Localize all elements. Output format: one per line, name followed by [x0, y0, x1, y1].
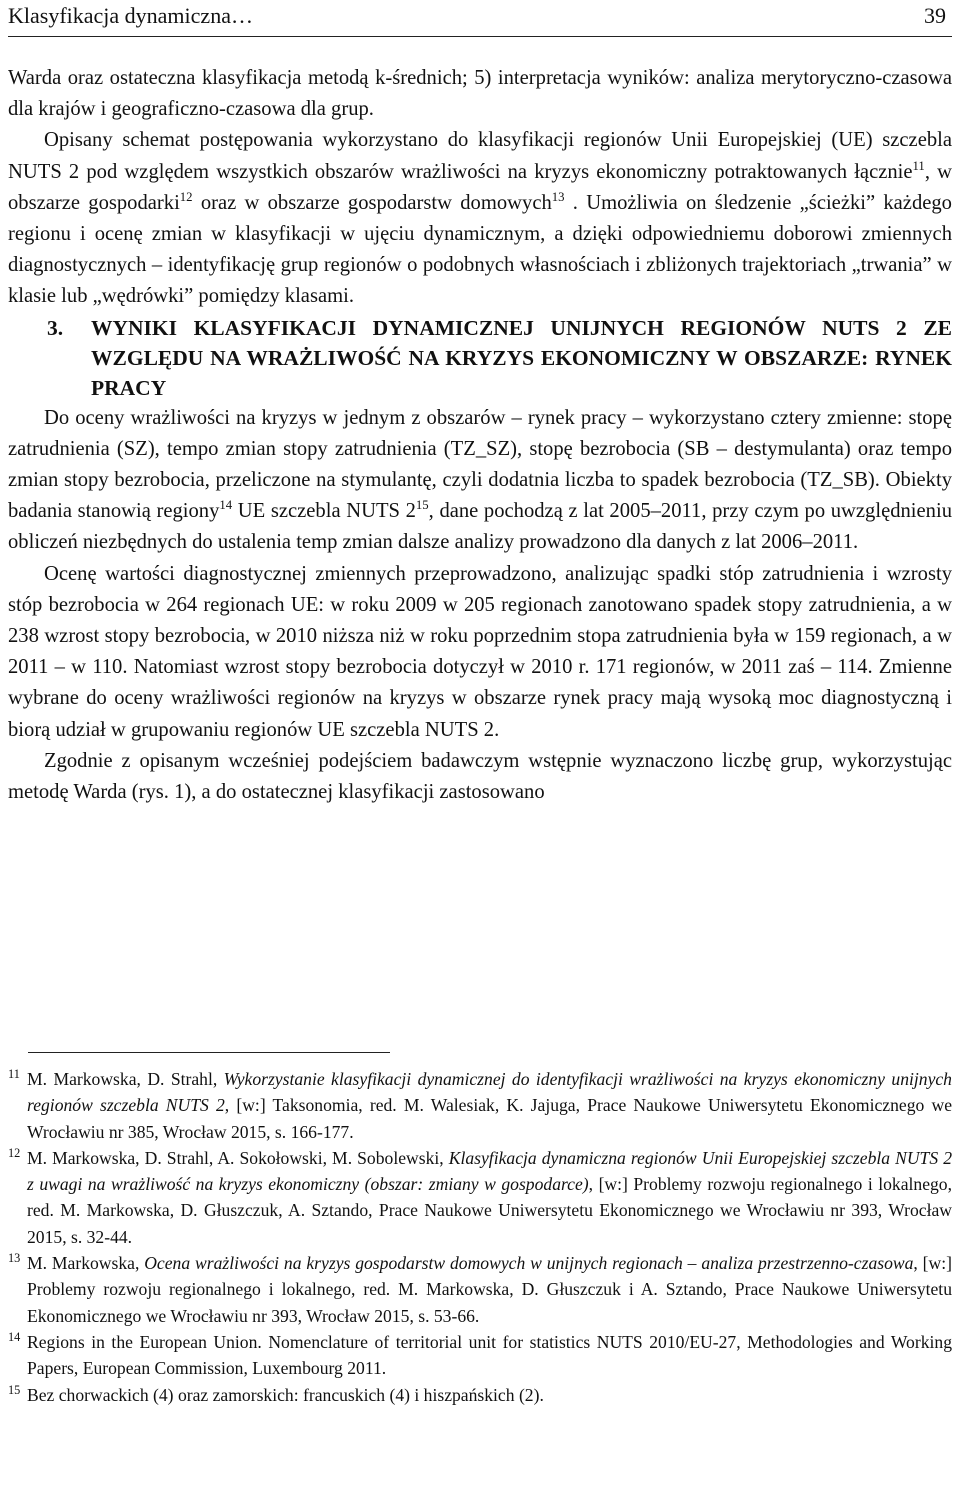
paragraph-variables — [8, 403, 952, 559]
footnote-ref-12[interactable]: 12 — [179, 189, 193, 204]
footnote-ref-13[interactable]: 13 — [551, 189, 565, 204]
footnote-13: 13 M. Markowska, Ocena wrażliwości na kryzys gospodarstw domowych w unijnych regionach – analiza przestrzenno-czasowa, [w:] Problemy rozwoju regionalnego i lokalnego, red. M. Markowska, D. Głuszczuk i A. Sztando, Prace Naukowe Uniwersytetu Ekonomicznego we Wrocławiu nr 393, Wrocław 2015, s. 53-66. — [8, 1251, 952, 1326]
paragraph-ward: Zgodnie z opisanym wcześniej podejściem badawczym wstępnie wyznaczono liczbę grup, wykorzystując metodę Warda (rys. 1), a do ostatecznej klasyfikacji zastosowano — [8, 749, 952, 804]
footnote-title: Wykorzystanie klasyfikacji dynamicznej do identyfikacji wrażliwości na kryzys ekonomiczny unijnych regionów szczebla NUTS 2 — [27, 1069, 952, 1116]
page-number: 39 — [924, 3, 946, 28]
footnote-title: Klasyfikacja dynamiczna regionów Unii Europejskiej szczebla NUTS 2 z uwagi na wrażliwość na kryzys ekonomiczny (obszar: zmiany w gospodarce) — [27, 1147, 952, 1195]
footnote-text: , [w:] Taksonomia, red. M. Walesiak, K. Jajuga, Prace Naukowe Uniwersytetu Ekonomicznego we Wrocławiu nr 385, Wrocław 2015, s. 166-177. — [27, 1095, 952, 1142]
footnote-ref-11[interactable]: 11 — [912, 158, 925, 173]
paragraph-variables-part: , dane pochodzą z lat 2005–2011, przy czym po uwzględnieniu obliczeń niezbędnych do ustalenia temp zmian dalsze analizy prowadzono dla danych z lat 2006–2011. — [8, 500, 952, 554]
section-heading — [8, 313, 952, 403]
footnote-text: , [w:] Problemy rozwoju regionalnego i lokalnego, red. M. Markowska, D. Głuszczuk, A. Sztando, Prace Naukowe Uniwersytetu Ekonomicznego we Wrocławiu nr 393, Wrocław 2015, s. 32-44. — [27, 1174, 952, 1247]
footnote-text: M. Markowska, D. Strahl, A. Sokołowski, M. Sobolewski, — [27, 1147, 449, 1168]
section-title: WYNIKI KLASYFIKACJI DYNAMICZNEJ UNIJNYCH REGIONÓW NUTS 2 ZE WZGLĘDU NA WRAŻLIWOŚĆ NA KRYZYS EKONOMICZNY W OBSZARZE: RYNEK PRACY — [91, 315, 952, 400]
footnote-text: Regions in the European Union. Nomenclature of territorial unit for statistics NUTS 2010/EU-27, Methodologies and Working Papers, European Commission, Luxembourg 2011. — [27, 1331, 952, 1379]
footnote-separator — [28, 1052, 390, 1053]
paragraph-variables-part: Do oceny wrażliwości na kryzys w jednym z obszarów – rynek pracy – wykorzystano cztery zmienne: stopę zatrudnienia (SZ), tempo zmian stopy zatrudnienia (TZ_SZ), stopę bezrobocia (SB – destymulanta) oraz tempo zmian stopy bezrobocia, przeliczone na stymulantę, czyli dodatnia liczba to spadek bezrobocia (TZ_SB). Obiekty badania stanowią regiony — [8, 406, 952, 523]
footnote-14: 14 Regions in the European Union. Nomenclature of territorial unit for statistics NUTS 2010/EU-27, Methodologies and Working Papers, European Commission, Luxembourg 2011. — [8, 1330, 952, 1379]
paragraph-assessment: Ocenę wartości diagnostycznej zmiennych przeprowadzono, analizując spadki stóp zatrudnienia i wzrosty stóp bezrobocia w 264 regionach UE: w roku 2009 w 205 regionach zanotowano spadek stopy zatrudnienia, a w 238 wzrost stopy bezrobocia, w 2010 niższa niż w roku poprzednim stopa zatrudnienia była w 159 regionach, a w 2011 – w 110. Natomiast wzrost stopy bezrobocia dotyczył w 2010 r. 171 regionów, w 2011 zaś – 114. Zmienne wybrane do oceny wrażliwości regionów na kryzys w obszarze rynek pracy mają wysoką moc diagnostyczną i biorą udział w grupowaniu regionów UE szczebla NUTS 2. — [8, 562, 952, 741]
footnote-12: 12 M. Markowska, D. Strahl, A. Sokołowski, M. Sobolewski, Klasyfikacja dynamiczna regionów Unii Europejskiej szczebla NUTS 2 z uwagi na wrażliwość na kryzys ekonomiczny (obszar: zmiany w gospodarce), [w:] Problemy rozwoju regionalnego i lokalnego, red. M. Markowska, D. Głuszczuk, A. Sztando, Prace Naukowe Uniwersytetu Ekonomicznego we Wrocławiu nr 393, Wrocław 2015, s. 32-44. — [8, 1146, 952, 1247]
running-title: Klasyfikacja dynamiczna… — [8, 3, 253, 28]
footnote-text: , [w:] Problemy rozwoju regionalnego i lokalnego, red. M. Markowska, D. Głuszczuk i A. Sztando, Prace Naukowe Uniwersytetu Ekonomicznego we Wrocławiu nr 393, Wrocław 2015, s. 53-66. — [27, 1253, 952, 1326]
footnote-11: 11 M. Markowska, D. Strahl, Wykorzystanie klasyfikacji dynamicznej do identyfikacji wrażliwości na kryzys ekonomiczny unijnych regionów szczebla NUTS 2, [w:] Taksonomia, red. M. Walesiak, K. Jajuga, Prace Naukowe Uniwersytetu Ekonomicznego we Wrocławiu nr 385, Wrocław 2015, s. 166-177. — [8, 1067, 952, 1142]
footnote-ref-14[interactable]: 14 — [219, 498, 233, 513]
paragraph-method-part: . Umożliwia on śledzenie „ścieżki” każdego regionu i ocenę zmian w klasyfikacji w ujęciu dynamicznym, a dzięki odpowiedniemu doborowi zmiennych diagnostycznych – identyfikację grup regionów o podobnych własnościach i zbliżonych trajektoriach „trwania” w klasie lub „wędrówki” pomiędzy klasami. — [8, 191, 952, 308]
paragraph-variables-part: UE szczebla NUTS 2 — [232, 500, 416, 523]
running-header — [8, 0, 952, 37]
footnotes — [8, 1066, 952, 1408]
section-number: 3. — [47, 315, 64, 340]
footnote-text: M. Markowska, D. Strahl, — [27, 1069, 224, 1089]
paragraph-method — [8, 125, 952, 312]
footnote-title: Ocena wrażliwości na kryzys gospodarstw domowych w unijnych regionach – analiza przestrzenno-czasowa — [144, 1253, 914, 1274]
paragraph-method-part: Opisany schemat postępowania wykorzystano do klasyfikacji regionów Unii Europejskiej (UE) szczebla NUTS 2 pod względem wszystkich obszarów wrażliwości na kryzys ekonomiczny potraktowanych łącznie — [8, 129, 952, 183]
paragraph-continued: Warda oraz ostateczna klasyfikacja metodą k-średnich; 5) interpretacja wyników: analiza merytoryczno-czasowa dla krajów i geograficzno-czasowa dla grup. — [8, 67, 952, 121]
footnote-15: 15 Bez chorwackich (4) oraz zamorskich: francuskich (4) i hiszpańskich (2). — [8, 1382, 544, 1405]
body-text — [8, 63, 952, 808]
paragraph-method-part: oraz w obszarze gospodarstw domowych — [192, 191, 552, 214]
footnote-text: M. Markowska, — [27, 1253, 145, 1274]
paragraph-method-part: , w obszarze gospodarki — [8, 160, 952, 214]
footnote-text: Bez chorwackich (4) oraz zamorskich: francuskich (4) i hiszpańskich (2). — [27, 1384, 544, 1405]
footnote-ref-15[interactable]: 15 — [415, 498, 429, 513]
